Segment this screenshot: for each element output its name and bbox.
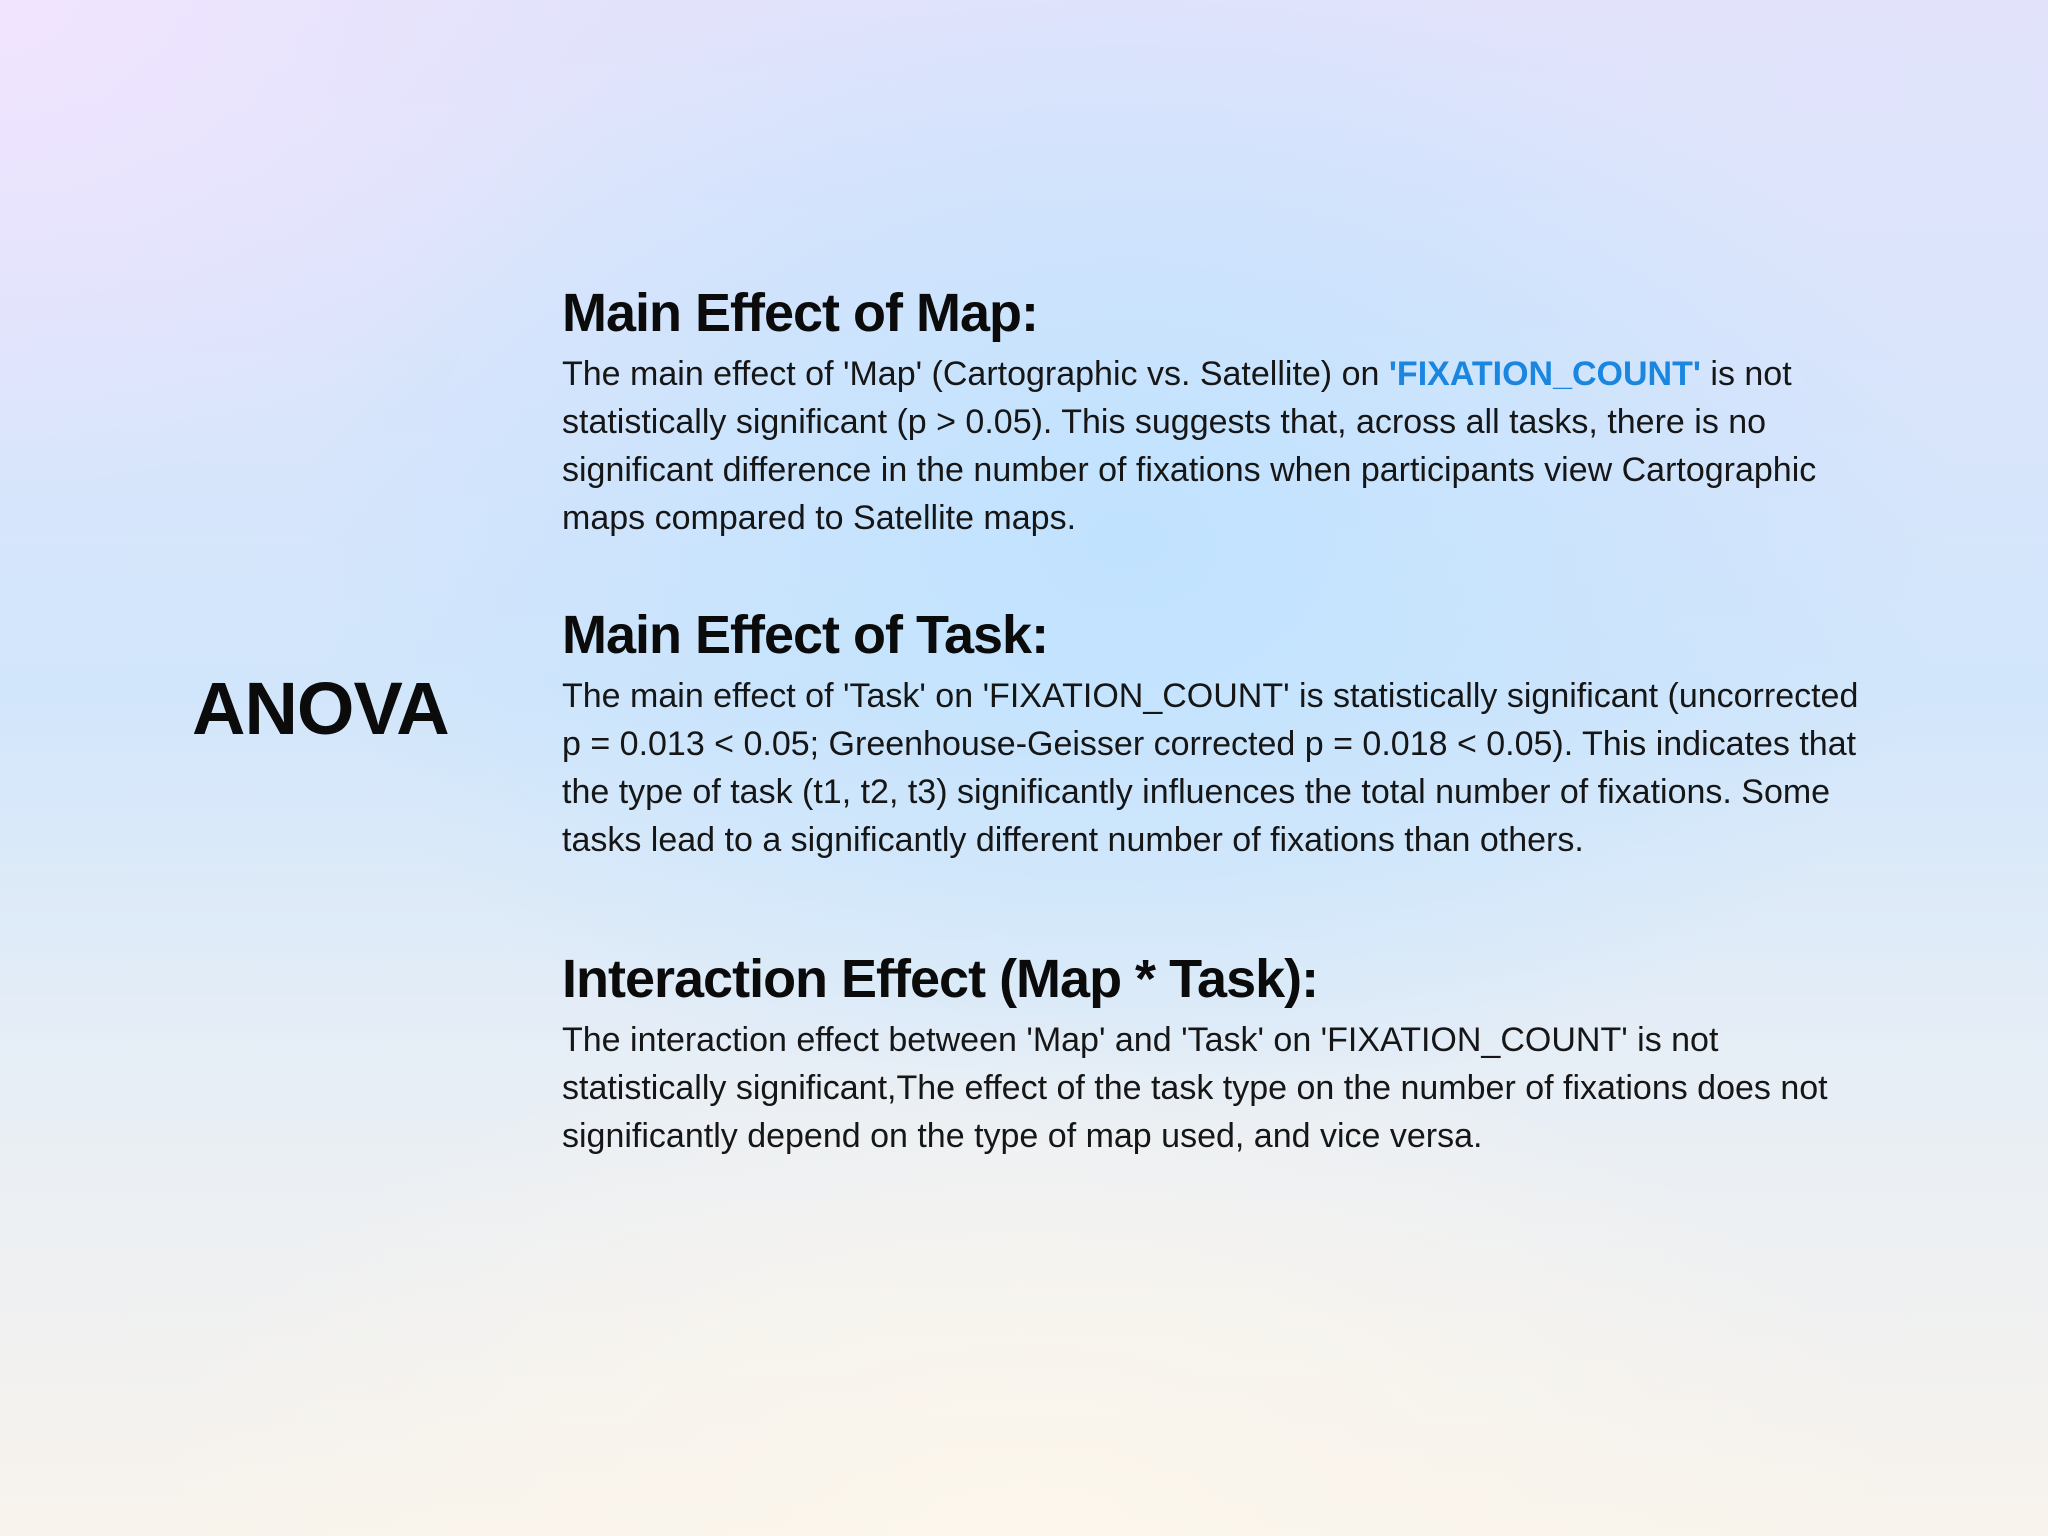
section-body-task: The main effect of 'Task' on 'FIXATION_COUNT' is statistically significant (uncorrected p = 0.013 < 0.05; Greenhouse-Geisser corrected p = 0.018 < 0.05). This indicates that the type of task (t1, t2, t3) significantly influences the total number of fixations. Some tasks lead to a significantly different number of fixations than others.	[562, 677, 1859, 860]
body-text-map-after: is not statistically significant (p > 0.05). This suggests that, across all tasks, there is no significant difference in the number of fixations when participants view Cartographic maps compared to Satellite maps.	[562, 355, 1817, 538]
section-body-map	[562, 350, 1862, 542]
slide-title: ANOVA	[192, 667, 449, 750]
content-area	[562, 282, 1862, 1160]
section-main-effect-task	[562, 604, 1862, 864]
section-heading-map: Main Effect of Map:	[562, 283, 1038, 343]
section-heading-task: Main Effect of Task:	[562, 605, 1049, 666]
section-heading-interaction: Interaction Effect (Map * Task):	[562, 949, 1319, 1010]
body-text-map-before: The main effect of 'Map' (Cartographic vs. Satellite) on	[562, 355, 1389, 394]
section-body-interaction: The interaction effect between 'Map' and 'Task' on 'FIXATION_COUNT' is not statistically significant,The effect of the task type on the number of fixations does not significantly depend on the type of map used, and vice versa.	[562, 1021, 1828, 1156]
section-interaction-effect	[562, 948, 1862, 1160]
fixation-count-highlight: 'FIXATION_COUNT'	[1388, 355, 1701, 394]
section-main-effect-map	[562, 282, 1862, 542]
